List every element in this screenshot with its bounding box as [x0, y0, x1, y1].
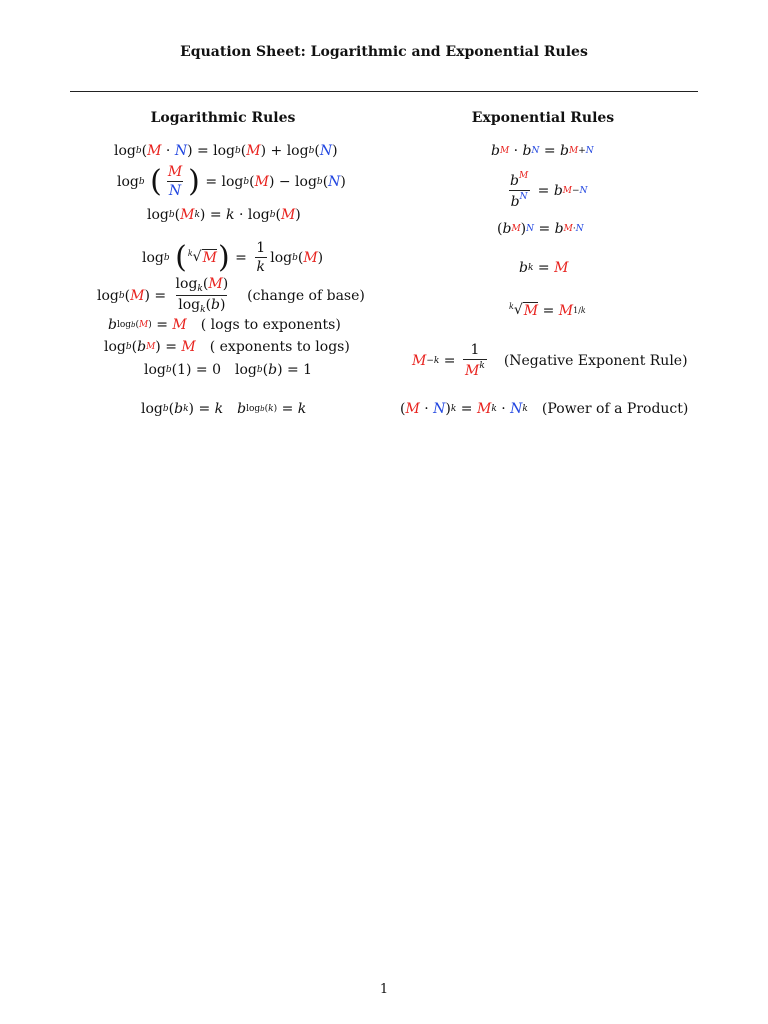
log-inverse-rules: log b ( b k ) = k b logb(k) = k [141, 401, 307, 417]
log-product-rule: log b ( M · N ) = log b ( M ) + log b ( N ) [114, 143, 338, 159]
exp-product-rule: b M · b N = b M+N [491, 143, 594, 159]
exponents-to-logs-rule: log b ( b M ) = M ( exponents to logs) [104, 339, 350, 355]
exp-identity-rule: b k = M [519, 260, 569, 276]
page-number: 1 [379, 982, 389, 997]
exp-quotient-rule: $\frac{b^M}{b^N}$ = b M−N [510, 171, 588, 210]
power-of-product-rule: ( M · N ) k = M k · N k (Power of a Product) [400, 401, 689, 417]
negative-exponent-label: (Negative Exponent Rule) [503, 352, 688, 369]
power-of-product-label: (Power of a Product) [541, 401, 689, 417]
exp-power-rule: ( b M ) N = b M·N [497, 221, 584, 237]
logarithmic-rules-heading: Logarithmic Rules [150, 110, 296, 126]
exponents-to-logs-label: ( exponents to logs) [209, 339, 350, 355]
log-identity-rules: log b (1) = 0 log b ( b ) = 1 [144, 362, 313, 378]
logs-to-exponents-rule: b logb(M) = M ( logs to exponents) [108, 317, 341, 333]
title-divider [70, 91, 698, 92]
log-power-rule: log b ( M k ) = k · log b ( M ) [147, 207, 301, 223]
negative-exponent-rule: M −k = $\frac{1}{M^k}$ (Negative Exponent Rule) [412, 342, 688, 379]
change-of-base-rule: log b ( M ) = $\frac{\log_k(M)}{\log_k(b)}$ (change of base) [97, 276, 365, 315]
change-of-base-label: (change of base) [247, 287, 365, 304]
exp-root-rule: k √ M = M 1/k [509, 302, 586, 319]
exponential-rules-heading: Exponential Rules [471, 110, 615, 126]
logs-to-exponents-label: ( logs to exponents) [200, 317, 341, 333]
log-quotient-rule: log b ( $\frac{M}{N}$ ) = log b ( M ) − log b ( N ) [117, 163, 346, 199]
log-root-rule: log b ( k √ M ) = $\frac{1}{k}$ log b ( M ) [142, 239, 324, 275]
page-title: Equation Sheet: Logarithmic and Exponential Rules [180, 44, 588, 60]
